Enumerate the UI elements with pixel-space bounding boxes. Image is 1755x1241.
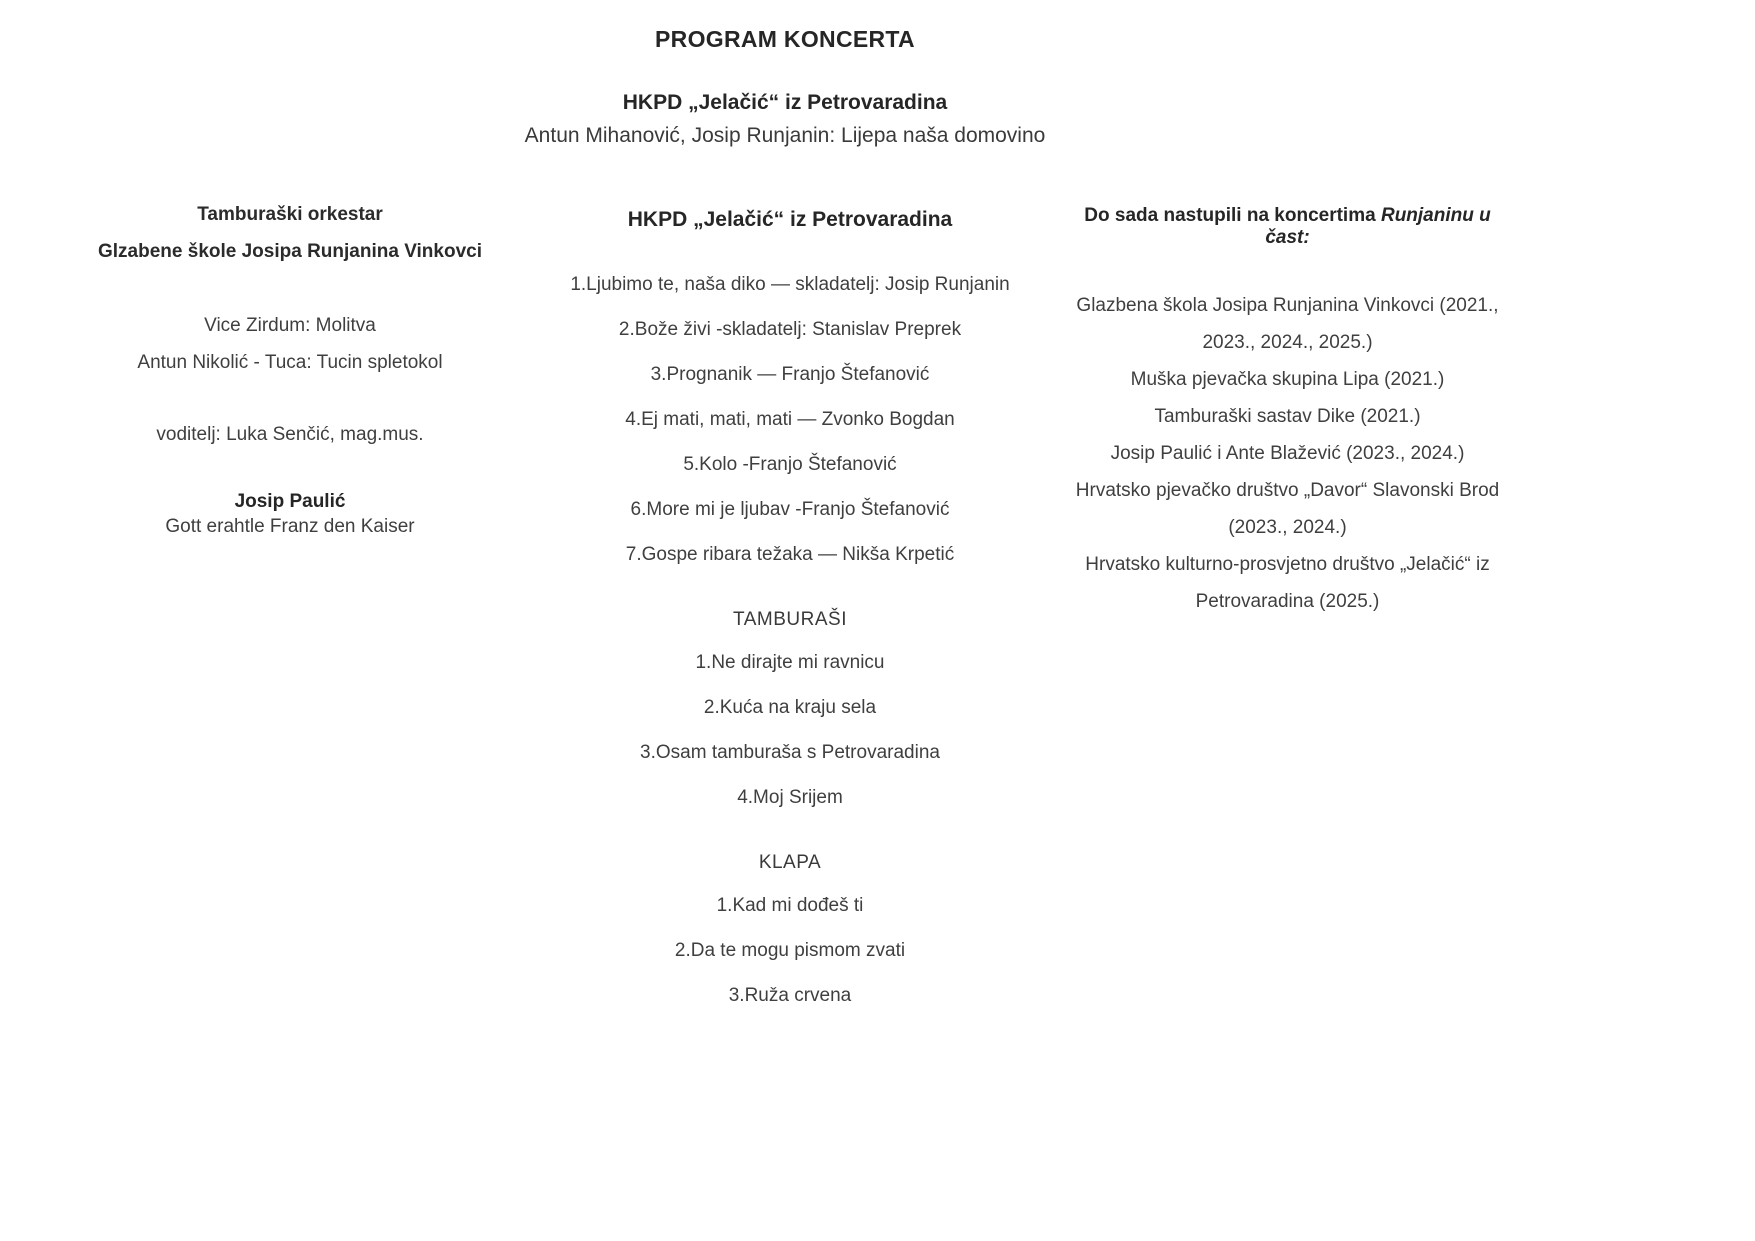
soloist-name: Josip Paulić (234, 491, 346, 512)
past-performer-item: Josip Paulić i Ante Blažević (2023., 2024.) (1110, 443, 1465, 464)
tamburasi-section-heading: TAMBURAŠI (733, 609, 847, 630)
orchestra-title-line1: Tamburaški orkestar (197, 204, 383, 225)
tamburasi-program-item: 4.Moj Srijem (737, 787, 843, 808)
klapa-section-heading: KLAPA (758, 852, 822, 873)
choir-title: HKPD „Jelačić“ iz Petrovaradina (627, 208, 953, 231)
orchestra-title-line2: Glzabene škole Josipa Runjanina Vinkovci (98, 241, 482, 262)
header-anthem-line: Antun Mihanović, Josip Runjanin: Lijepa naša domovino (524, 124, 1046, 147)
middle-column-choir-program (565, 208, 1015, 1028)
orchestra-piece: Antun Nikolić - Tuca: Tucin spletokol (137, 352, 443, 373)
past-performers-heading-italic: Runjaninu u čast: (1265, 205, 1491, 248)
tamburasi-program-item: 3.Osam tamburaša s Petrovaradina (640, 742, 940, 763)
klapa-program-item: 2.Da te mogu pismom zvati (674, 940, 906, 961)
choir-program-item: 2.Bože živi -skladatelj: Stanislav Preprek (618, 319, 962, 340)
choir-program-item: 1.Ljubimo te, naša diko — skladatelj: Josip Runjanin (570, 274, 1010, 295)
soloist-piece: Gott erahtle Franz den Kaiser (165, 516, 415, 537)
choir-program-item: 5.Kolo -Franjo Štefanović (683, 454, 897, 475)
right-column-past-performers (1060, 205, 1515, 620)
klapa-program-item: 3.Ruža crvena (728, 985, 852, 1006)
tamburasi-program-item: 2.Kuća na kraju sela (703, 697, 877, 718)
past-performer-item: Glazbena škola Josipa Runjanina Vinkovci (2021., 2023., 2024., 2025.) (1076, 295, 1499, 353)
klapa-program-item: 1.Kad mi dođeš ti (716, 895, 864, 916)
choir-program-item: 3.Prognanik — Franjo Štefanović (650, 364, 930, 385)
past-performers-heading-regular: Do sada nastupili na koncertima (1084, 205, 1381, 226)
choir-program-item: 6.More mi je ljubav -Franjo Štefanović (630, 499, 950, 520)
choir-program-item: 7.Gospe ribara težaka — Nikša Krpetić (625, 544, 955, 565)
choir-program-item: 4.Ej mati, mati, mati — Zvonko Bogdan (625, 409, 955, 430)
past-performer-item: Hrvatsko kulturno-prosvjetno društvo „Jelačić“ iz Petrovaradina (2025.) (1085, 554, 1490, 612)
past-performers-heading (1060, 205, 1515, 249)
orchestra-pieces (70, 313, 510, 376)
past-performer-item: Muška pjevačka skupina Lipa (2021.) (1130, 369, 1445, 390)
past-performer-item: Hrvatsko pjevačko društvo „Davor“ Slavonski Brod (2023., 2024.) (1075, 480, 1500, 538)
left-column-orchestra (70, 202, 510, 538)
program-header (335, 26, 1235, 148)
page-title: PROGRAM KONCERTA (655, 26, 915, 52)
orchestra-piece: Vice Zirdum: Molitva (204, 315, 376, 336)
header-ensemble-name: HKPD „Jelačić“ iz Petrovaradina (622, 91, 948, 114)
tamburasi-program-item: 1.Ne dirajte mi ravnicu (695, 652, 885, 673)
past-performer-item: Tamburaški sastav Dike (2021.) (1154, 406, 1421, 427)
orchestra-conductor: voditelj: Luka Senčić, mag.mus. (156, 424, 424, 445)
